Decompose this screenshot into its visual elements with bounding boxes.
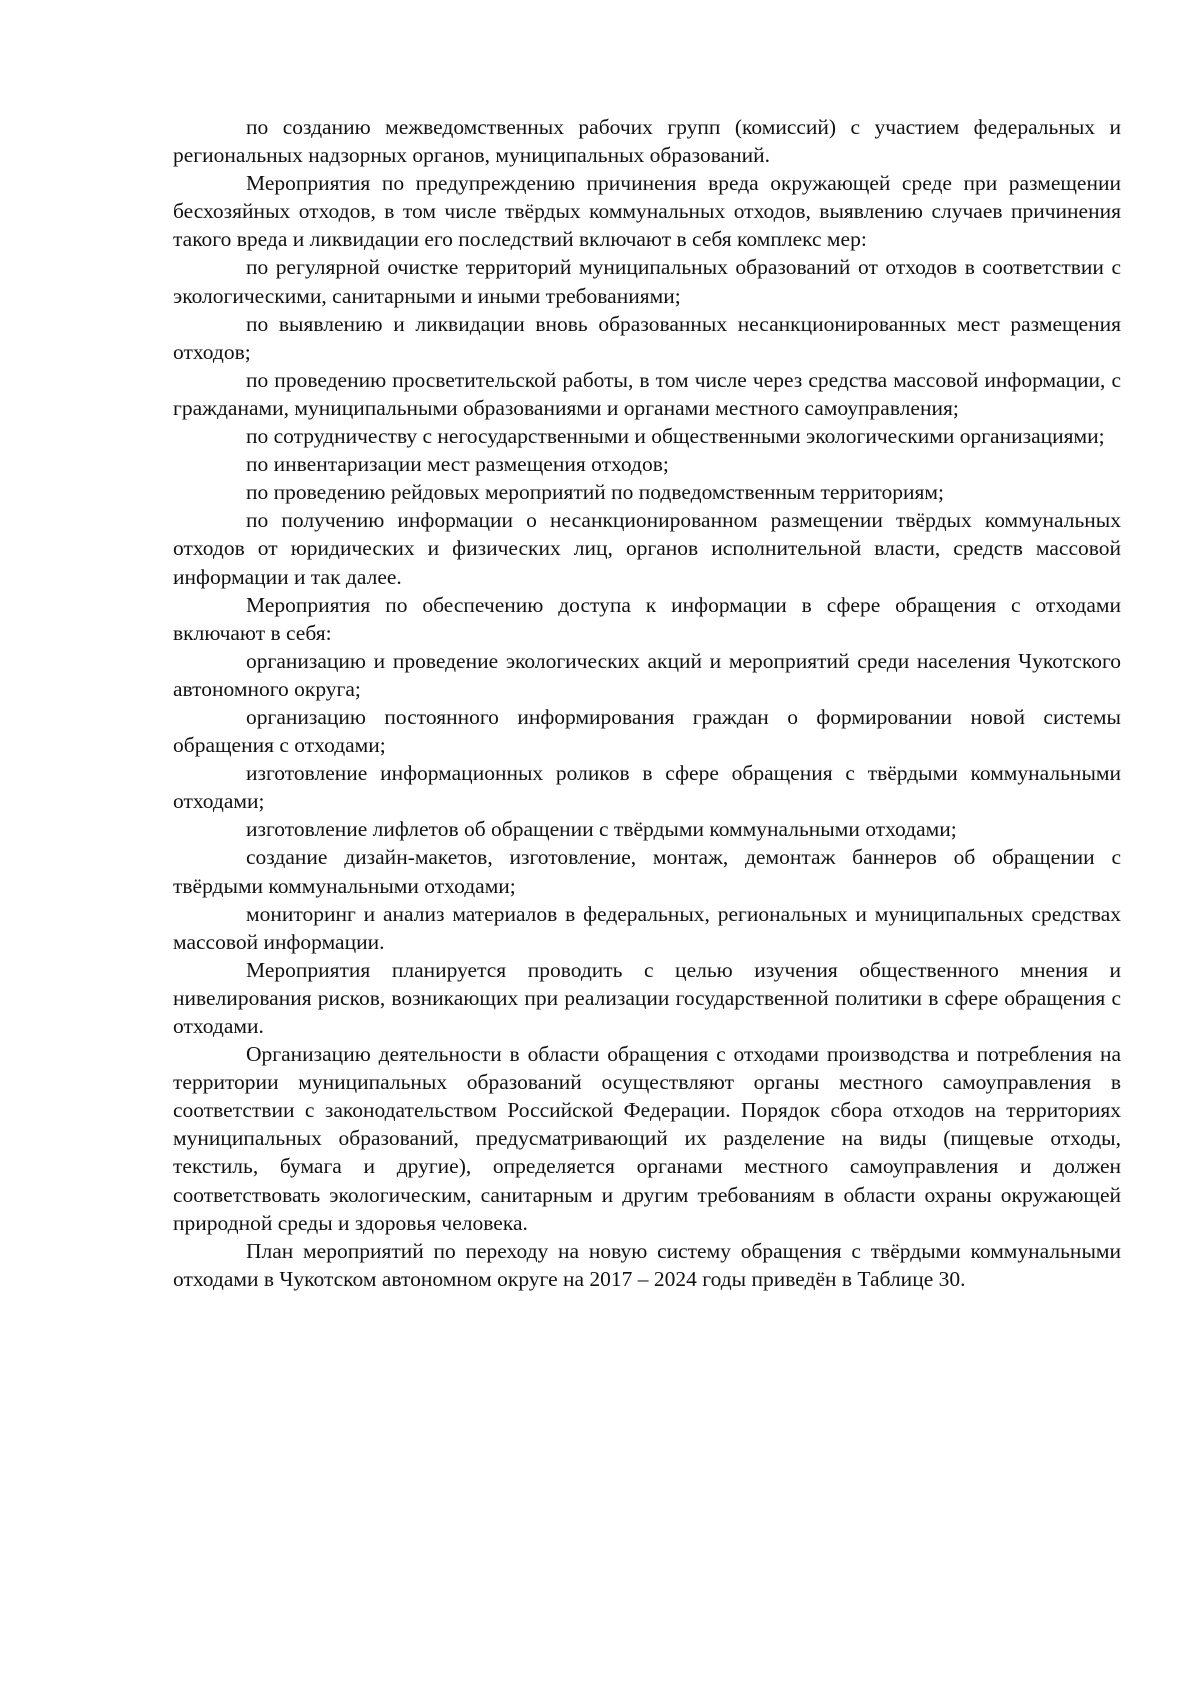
paragraph-plan-reference: План мероприятий по переходу на новую систему обращения с твёрдыми коммунальными отходами в Чукотском автономном округе на 2017 – 2024 годы приведён в Таблице 30. bbox=[173, 1238, 1121, 1291]
paragraph-harm-prevention-measures: Мероприятия по предупреждению причинения вреда окружающей среде при размещении бесхозяйных отходов, в том числе твёрдых коммунальных отходов, выявлению случаев причинения такого вреда и ликвидации его последствий включают в себя комплекс мер: bbox=[173, 171, 1121, 252]
paragraph-regular-cleaning: по регулярной очистке территорий муниципальных образований от отходов в соответствии с экологическими, санитарными и иными требованиями; bbox=[173, 255, 1121, 308]
paragraph-educational-work: по проведению просветительской работы, в том числе через средства массовой информации, с гражданами, муниципальными образованиями и органами местного самоуправления; bbox=[173, 367, 1121, 420]
paragraph-raids: по проведению рейдовых мероприятий по подведомственным территориям; bbox=[246, 480, 944, 505]
paragraph-local-government-organization: Организацию деятельности в области обращения с отходами производства и потребления на территории муниципальных образований осуществляют органы местного самоуправления в соответствии с законодательством Российской Федерации. Порядок сбора отходов на территориях муниципальных образований, предусматривающий их разделение на виды (пищевые отходы, текстиль, бумага и другие), определяется органами местного самоуправления и должен соответствовать экологическим, санитарным и другим требованиям в области охраны окружающей природной среды и здоровья человека. bbox=[173, 1042, 1121, 1235]
paragraph-ngo-cooperation: по сотрудничеству с негосударственными и общественными экологическими организациями; bbox=[246, 424, 1105, 449]
paragraph-video-production: изготовление информационных роликов в сфере обращения с твёрдыми коммунальными отходами; bbox=[173, 761, 1121, 814]
document-page bbox=[173, 113, 1121, 1293]
paragraph-media-monitoring: мониторинг и анализ материалов в федеральных, региональных и муниципальных средствах массовой информации. bbox=[173, 901, 1121, 954]
paragraph-information-access-measures: Мероприятия по обеспечению доступа к информации в сфере обращения с отходами включают в себя: bbox=[173, 592, 1121, 645]
paragraph-interagency-groups: по созданию межведомственных рабочих групп (комиссий) с участием федеральных и региональных надзорных органов, муниципальных образований. bbox=[173, 115, 1121, 168]
paragraph-banners: создание дизайн-макетов, изготовление, монтаж, демонтаж баннеров об обращении с твёрдыми коммунальными отходами; bbox=[173, 845, 1121, 898]
paragraph-measures-purpose: Мероприятия планируется проводить с целью изучения общественного мнения и нивелирования рисков, возникающих при реализации государственной политики в сфере обращения с отходами. bbox=[173, 957, 1121, 1038]
paragraph-leaflets: изготовление лифлетов об обращении с твёрдыми коммунальными отходами; bbox=[246, 817, 957, 842]
paragraph-eco-actions: организацию и проведение экологических акций и мероприятий среди населения Чукотского автономного округа; bbox=[173, 648, 1121, 701]
paragraph-citizen-informing: организацию постоянного информирования граждан о формировании новой системы обращения с отходами; bbox=[173, 704, 1121, 758]
paragraph-unauthorized-sites: по выявлению и ликвидации вновь образованных несанкционированных мест размещения отходов; bbox=[173, 311, 1121, 364]
paragraph-information-receiving: по получению информации о несанкционированном размещении твёрдых коммунальных отходов от юридических и физических лиц, органов исполнительной власти, средств массовой информации и так далее. bbox=[173, 508, 1121, 589]
paragraph-inventory: по инвентаризации мест размещения отходов; bbox=[246, 452, 669, 477]
